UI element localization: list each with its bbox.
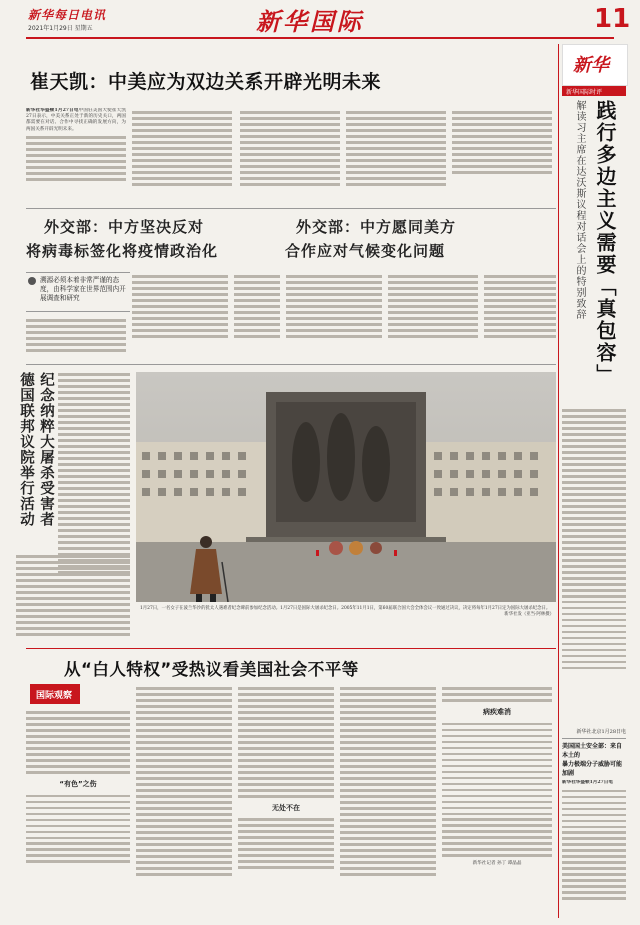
quote-icon [28,277,36,285]
germany-body-col-a [58,370,130,582]
bottom-byline: 新华社记者 孙丁 谭晶晶 [472,861,522,867]
sidebar-subtitle: 解读习主席在达沃斯议程对话会上的特别致辞 [574,100,585,320]
subhead-right-line1: 外交部：中方愿同美方 [296,218,457,236]
memorial-photo-image [136,372,556,602]
subhead-left-line1: 外交部：中方坚决反对 [44,218,205,236]
sidebar-tag-box [562,86,626,96]
sidebar-bottom-headline-2: 暴力极端分子威胁可能加剧 [562,761,623,777]
germany-body-col-b [16,552,130,644]
lead-body-col-3 [240,108,340,208]
photo-credit: 新华社发（亚当·阿林摄） [504,612,554,617]
quote-text: 溯源必须本着非常严谨的态度，由科学家在世界范围内开展调查和研究 [40,276,126,302]
section-tag-text: 国际观察 [36,691,73,701]
lead-body-col-2 [132,108,232,208]
sidebar-bottom-headline-1: 美国国土安全部：来自本土的 [562,743,623,759]
subhead-right-line2: 合作应对气候变化问题 [285,242,446,260]
body-mid-col-5 [388,272,478,360]
section-tag-box [30,684,80,704]
subheading-2: 无处不在 [272,804,300,813]
bottom-col-1 [26,708,130,918]
masthead-rule [26,37,614,39]
vertical-headline-col1: 纪念纳粹大屠杀受害者 [38,372,54,527]
memorial-photo [136,372,556,602]
section-rule-2 [26,364,556,365]
page-number: 11 [594,4,631,34]
sidebar-title: 践行多边主义需要「真包容」 [593,100,617,386]
paper-name: 新华每日电讯 [28,8,107,22]
vertical-headline-col2: 德国联邦议院举行活动 [18,372,34,527]
sidebar-bottom-rule [562,738,626,739]
bottom-article-rule [26,648,556,649]
subheading-3: 病疾难消 [483,708,511,717]
sidebar-logo-box [562,44,628,86]
quote-box [26,272,130,312]
bottom-col-3 [238,684,334,918]
sidebar-credit: 新华社北京1月28日电 [576,729,626,735]
sidebar-bottom-dateline: 新华社华盛顿1月27日电 [562,780,613,785]
subhead-rule [26,208,556,209]
body-mid-col-1 [26,316,126,360]
bottom-col-4 [340,684,436,918]
body-mid-col-2 [132,272,228,360]
lead-headline: 崔天凯：中美应为双边关系开辟光明未来 [30,71,382,93]
date-line: 2021年1月29日 星期五 [28,25,93,32]
photo-caption-text: 1月27日，一名女子在波兰华沙的犹太人遇难者纪念碑前参加纪念活动。1月27日是国际大屠杀纪念日。2005年11月1日，第60届联合国大会全体会议一致通过决议，决定将每年1月27日定为国际大屠杀纪念日。 [140,606,551,611]
sidebar-body-top [520,102,556,362]
bottom-headline: 从“白人特权”受热议看美国社会不平等 [64,660,359,679]
bottom-col-2 [136,684,232,918]
sidebar-logo: 新华 [573,55,609,76]
sidebar-divider [558,44,559,918]
body-mid-col-3 [234,272,280,360]
section-title: 新华国际 [256,8,364,36]
photo-caption [140,606,554,618]
lead-dateline: 新华社华盛顿1月27日电 [26,108,79,113]
body-mid-col-4 [286,272,382,360]
masthead [0,0,640,40]
sidebar-bottom-body [562,780,626,918]
sidebar-tag-text: 新华国际时评 [566,89,603,96]
bottom-col-5 [442,684,552,918]
lead-body-col-4 [346,108,446,208]
lead-snippet: 中国驻美国大使崔天凯27日表示，中美关系正处于新的历史关口，两国都需要在对话、合作中寻找正确的发展方向，为两国关系开辟光明未来。 [26,108,126,132]
lead-body-col-1 [26,108,126,208]
subheading-1: “有色”之伤 [59,780,97,789]
subhead-left-line2: 将病毒标签化将疫情政治化 [26,242,219,260]
sidebar-body [562,406,626,726]
